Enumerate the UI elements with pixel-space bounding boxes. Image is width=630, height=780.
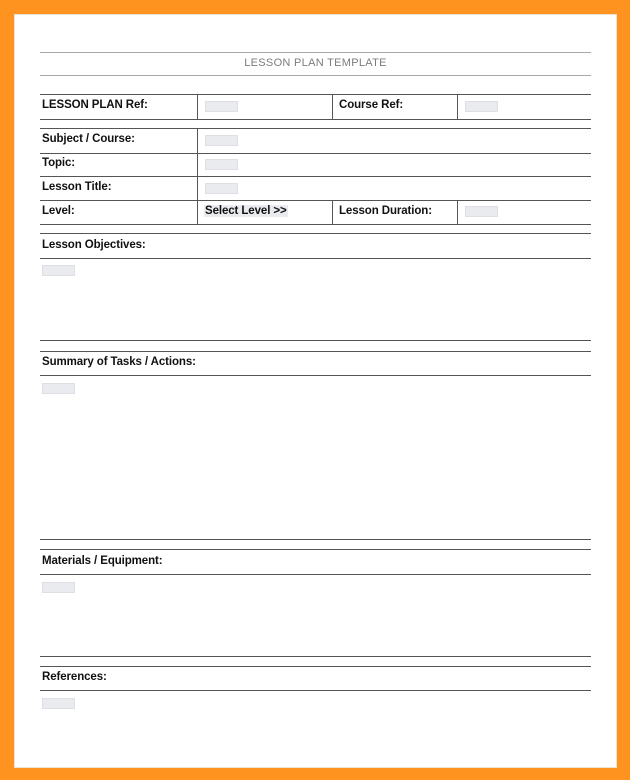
- topic-label: Topic:: [42, 157, 76, 169]
- ref-row-divider-3: [457, 94, 458, 119]
- lesson-title-label: Lesson Title:: [42, 181, 112, 193]
- subject-row-rule: [40, 153, 591, 154]
- document-page: [14, 14, 617, 768]
- tasks-bottom-rule: [40, 539, 591, 540]
- title-top-rule: [40, 52, 591, 53]
- lesson-duration-field[interactable]: [465, 206, 498, 217]
- lesson-objectives-label: Lesson Objectives:: [42, 239, 146, 251]
- tasks-header-rule: [40, 375, 591, 376]
- lesson-duration-label: Lesson Duration:: [339, 205, 432, 217]
- level-select[interactable]: Select Level >>: [205, 205, 287, 217]
- level-row-divider-2: [457, 200, 458, 224]
- summary-tasks-label: Summary of Tasks / Actions:: [42, 356, 196, 368]
- tasks-top-rule: [40, 351, 591, 352]
- materials-equipment-label: Materials / Equipment:: [42, 555, 163, 567]
- references-label: References:: [42, 671, 107, 683]
- materials-header-rule: [40, 574, 591, 575]
- lesson-title-field[interactable]: [205, 183, 238, 194]
- level-row-divider-1: [332, 200, 333, 224]
- objectives-header-rule: [40, 258, 591, 259]
- lesson-title-row-rule: [40, 200, 591, 201]
- subject-course-label: Subject / Course:: [42, 133, 135, 145]
- details-top-rule: [40, 128, 591, 129]
- lesson-objectives-field[interactable]: [42, 265, 75, 276]
- course-ref-label: Course Ref:: [339, 99, 404, 111]
- document-title: LESSON PLAN TEMPLATE: [244, 57, 387, 69]
- details-bottom-rule: [40, 224, 591, 225]
- topic-row-rule: [40, 176, 591, 177]
- lesson-plan-ref-label: LESSON PLAN Ref:: [42, 99, 148, 111]
- title-bottom-rule: [40, 75, 591, 76]
- ref-row-top-rule: [40, 94, 591, 95]
- subject-course-field[interactable]: [205, 135, 238, 146]
- objectives-top-rule: [40, 233, 591, 234]
- level-label: Level:: [42, 205, 75, 217]
- summary-tasks-field[interactable]: [42, 383, 75, 394]
- course-ref-field[interactable]: [465, 101, 498, 112]
- references-top-rule: [40, 666, 591, 667]
- objectives-bottom-rule: [40, 340, 591, 341]
- ref-row-divider-2: [332, 94, 333, 119]
- materials-top-rule: [40, 549, 591, 550]
- references-header-rule: [40, 690, 591, 691]
- ref-row-bottom-rule: [40, 119, 591, 120]
- materials-bottom-rule: [40, 656, 591, 657]
- ref-row-divider-1: [197, 94, 198, 119]
- lesson-plan-ref-field[interactable]: [205, 101, 238, 112]
- topic-field[interactable]: [205, 159, 238, 170]
- materials-equipment-field[interactable]: [42, 582, 75, 593]
- references-field[interactable]: [42, 698, 75, 709]
